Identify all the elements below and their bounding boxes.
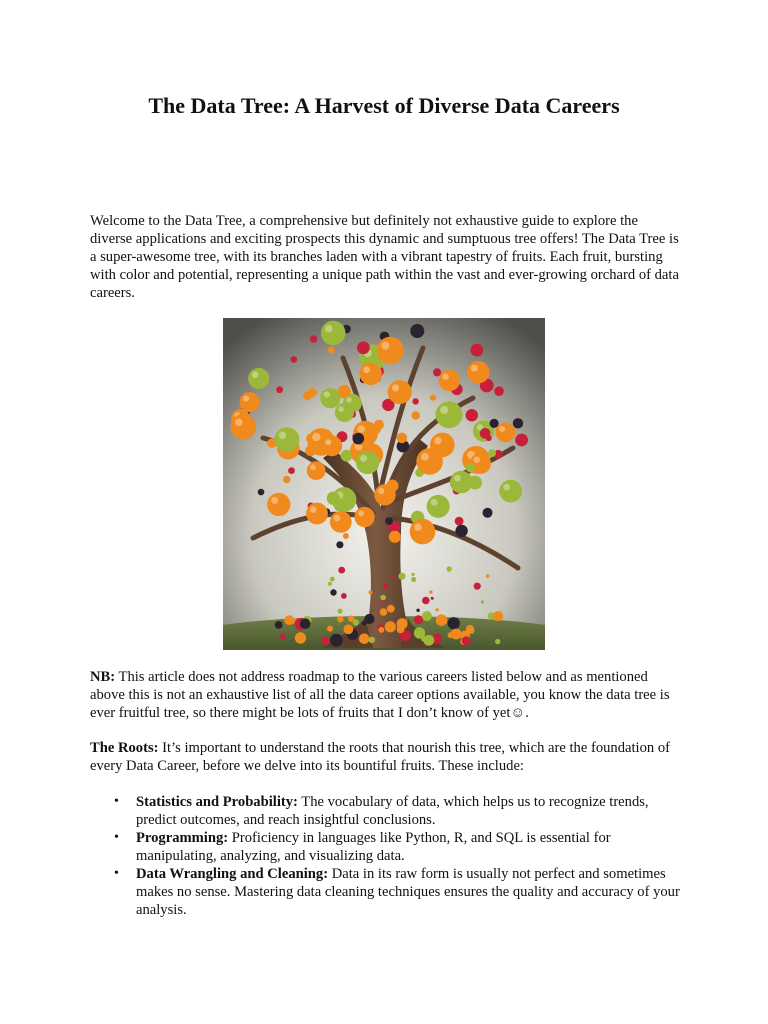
fruit-icon [306,503,328,525]
fruit-icon [327,492,340,505]
fruit-icon [356,451,379,474]
fruit-icon [386,480,398,492]
fruit-icon [468,476,482,490]
fruit-icon [471,344,484,357]
fruit-icon [430,395,436,401]
fruit-icon [231,414,256,439]
fruit-icon [455,517,464,526]
list-item-label: Programming: [136,830,229,846]
intro-paragraph: Welcome to the Data Tree, a comprehensive but definitely not exhaustive guide to explore the diverse applications and exciting prospects this dynamic and sumptuous tree offers! The Data Tree is a super-awesome tree, with its branches laden with a vibrant tapestry of fruits. Each fruit, bursting with color and potential, representing a unique path within the vast and ever-growing orchard of data careers. [90,213,679,301]
fruit-icon [499,480,522,503]
fruit-icon [389,531,401,543]
fruit-icon [307,461,326,480]
fruit-icon [310,335,317,342]
fruit-icon [385,517,393,525]
fruit-icon [412,398,418,404]
fruit-icon [308,388,317,397]
bullet-icon: • [114,866,119,881]
list-item-label: Data Wrangling and Cleaning: [136,866,329,882]
roots-paragraph [90,739,680,775]
fruit-icon [388,380,412,404]
roots-text: It’s important to understand the roots that nourish this tree, which are the foundation of every Data Career, before we delve into its bountiful fruits. These include: [90,740,670,774]
fruit-icon [496,423,516,443]
fruit-icon [486,435,492,441]
fruit-icon [377,337,404,364]
fruit-icon [410,324,424,338]
list-item-text: Data in its raw form is usually not perfect and sometimes makes no sense. Mastering data cleaning techniques ensures the quality and accuracy of your analysis. [136,866,680,918]
fruit-icon [467,361,490,384]
fruit-icon [494,386,504,396]
nb-paragraph [90,668,680,722]
fruit-icon [412,411,420,419]
fruit-icon [330,511,352,533]
fruit-icon [360,363,382,385]
list-item-label: Statistics and Probability: [136,794,298,810]
fruit-icon [513,418,523,428]
fruit-icon [274,427,299,452]
roots-label: The Roots: [90,740,159,756]
list-item-programming [90,829,680,865]
fruit-icon [374,420,384,430]
fruit-icon [288,467,295,474]
fruit-icon [466,463,476,473]
fruit-icon [410,519,436,545]
fruit-icon [343,533,349,539]
fruit-icon [341,450,353,462]
fruit-icon [291,356,298,363]
fruit-icon [276,386,283,393]
list-item-data-wrangling [90,865,680,919]
fruit-icon [267,493,290,516]
document-title: The Data Tree: A Harvest of Diverse Data Careers [148,93,620,118]
fruit-icon [321,321,346,346]
nb-label: NB: [90,669,116,685]
fruit-icon [439,370,460,391]
fruit-icon [336,541,343,548]
fruit-icon [320,388,340,408]
fruit-icon [328,347,335,354]
list-item-statistics [90,793,680,829]
fruit-icon [436,401,463,428]
fruit-icon [397,433,408,444]
fruit-icon [433,368,441,376]
fruit-icon [490,419,499,428]
fruit-icon [305,445,316,456]
fruit-icon [354,507,374,527]
fruit-icon [466,409,478,421]
fruit-icon [483,508,493,518]
fruit-icon [258,489,265,496]
list-item-text: The vocabulary of data, which helps us to recognize trends, predict outcomes, and reach insightful conclusions. [136,794,649,828]
fruit-icon [353,433,365,445]
fruit-icon [455,525,467,537]
fruit-icon [488,449,496,457]
fruit-icon [515,434,528,447]
data-tree-illustration [223,318,545,650]
fruit-icon [248,368,269,389]
list-item-text: Proficiency in languages like Python, R, and SQL is essential for manipulating, analyzing, and visualizing data. [136,830,611,864]
fruit-icon [322,436,343,457]
fruit-icon [335,403,354,422]
fruit-icon [240,392,260,412]
fruit-icon [283,476,290,483]
bullet-icon: • [114,794,119,809]
roots-list [90,793,680,919]
fruit-icon [416,448,443,475]
fruit-icon [357,341,370,354]
bullet-icon: • [114,830,119,845]
fruit-icon [427,495,450,518]
nb-text: This article does not address roadmap to the various careers listed below and as mentioned above this is not an exhaustive list of all the data career options available, you know the data tree is ever fruitful tree, so there might be lots of fruits that I don’t know of yet☺. [90,669,670,721]
